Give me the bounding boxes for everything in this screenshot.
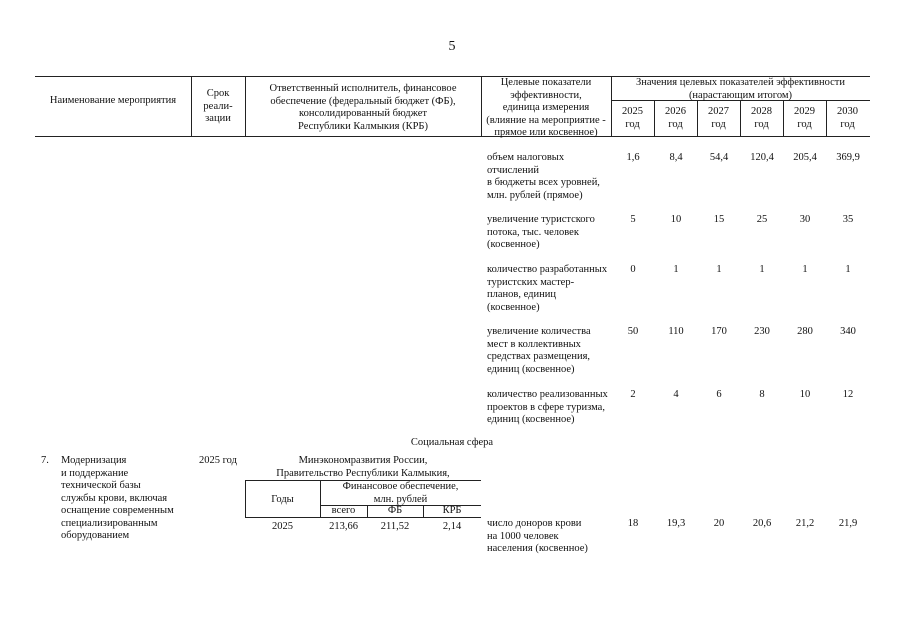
header-name-col: Наименование мероприятия	[49, 95, 177, 106]
header-indicator-col: Целевые показатели эффективности, единица измерения (влияние на мероприятие - прямое или косвенное)	[486, 77, 606, 138]
value-cell: 4	[673, 389, 679, 400]
header-year-2029: 2029 год	[794, 106, 815, 130]
value-cell: 1	[673, 264, 679, 275]
value-cell: 50	[627, 326, 639, 337]
fin-row-year: 2025	[272, 521, 293, 532]
header-executor-col: Ответственный исполнитель, финансовое обеспечение (федеральный бюджет (ФБ), консолидированный бюджет Республики Калмыкия (КРБ)	[269, 83, 457, 132]
value-cell: 15	[713, 214, 725, 225]
fin-label: Финансовое обеспечение, млн. рублей	[342, 481, 459, 505]
header-term-col: Срок реали- зации	[203, 88, 233, 124]
item-number: 7.	[41, 455, 49, 466]
item-term: 2025 год	[199, 455, 237, 466]
value-cell: 25	[756, 214, 768, 225]
value-cell: 1	[716, 264, 722, 275]
value-cell: 54,4	[709, 152, 729, 163]
header-year-2028: 2028 год	[751, 106, 772, 130]
value-cell: 230	[754, 326, 770, 337]
fin-row-fb: 211,52	[380, 521, 410, 532]
value-cell: 10	[799, 389, 811, 400]
value-cell: 1	[759, 264, 765, 275]
value-cell: 30	[799, 214, 811, 225]
fin-header-total: всего	[331, 505, 356, 516]
header-year-2030: 2030 год	[837, 106, 858, 130]
indicator-accommodation-places: увеличение количества мест в коллективных средствах размещения, единиц (косвенное)	[487, 326, 591, 375]
value-cell: 20,6	[752, 518, 772, 529]
fin-row-krb: 2,14	[442, 521, 462, 532]
header-year-2026: 2026 год	[665, 106, 686, 130]
value-cell: 170	[711, 326, 727, 337]
section-title: Социальная сфера	[410, 437, 494, 448]
header-year-2027: 2027 год	[708, 106, 729, 130]
value-cell: 110	[668, 326, 684, 337]
fin-header-fb: ФБ	[387, 505, 403, 516]
header-year-2025: 2025 год	[622, 106, 643, 130]
item-executor: Минэкономразвития России, Правительство Республики Калмыкия,	[276, 455, 450, 479]
value-cell: 8,4	[669, 152, 683, 163]
value-cell: 5	[630, 214, 636, 225]
value-cell: 20	[713, 518, 725, 529]
value-cell: 10	[670, 214, 682, 225]
item-name: Модернизация и поддержание технической базы службы крови, включая оснащение современным специализированным оборудованием	[61, 455, 174, 541]
value-cell: 369,9	[836, 152, 860, 163]
value-cell: 1,6	[626, 152, 640, 163]
value-cell: 120,4	[750, 152, 774, 163]
value-cell: 19,3	[666, 518, 686, 529]
fin-row-total: 213,66	[329, 521, 358, 532]
indicator-tax-deductions: объем налоговых отчислений в бюджеты всех уровней, млн. рублей (прямое)	[487, 152, 600, 201]
value-cell: 35	[842, 214, 854, 225]
fin-years-label: Годы	[271, 494, 294, 505]
fin-header-krb: КРБ	[442, 505, 462, 516]
value-cell: 2	[630, 389, 636, 400]
indicator-blood-donors: число доноров крови на 1000 человек населения (косвенное)	[487, 518, 588, 554]
value-cell: 8	[759, 389, 765, 400]
value-cell: 205,4	[793, 152, 817, 163]
value-cell: 340	[840, 326, 856, 337]
indicator-master-plans: количество разработанных туристских мастер- планов, единиц (косвенное)	[487, 264, 608, 313]
value-cell: 280	[797, 326, 813, 337]
value-cell: 12	[842, 389, 854, 400]
value-cell: 21,9	[838, 518, 858, 529]
page-number: 5	[448, 39, 456, 54]
indicator-tourist-flow: увеличение туристского потока, тыс. человек (косвенное)	[487, 214, 595, 250]
value-cell: 18	[627, 518, 639, 529]
header-values-col: Значения целевых показателей эффективности (нарастающим итогом)	[635, 77, 845, 101]
value-cell: 0	[630, 264, 636, 275]
value-cell: 6	[716, 389, 722, 400]
value-cell: 21,2	[795, 518, 815, 529]
indicator-tourism-projects: количество реализованных проектов в сфере туризма, единиц (косвенное)	[487, 389, 608, 425]
value-cell: 1	[802, 264, 808, 275]
value-cell: 1	[845, 264, 851, 275]
